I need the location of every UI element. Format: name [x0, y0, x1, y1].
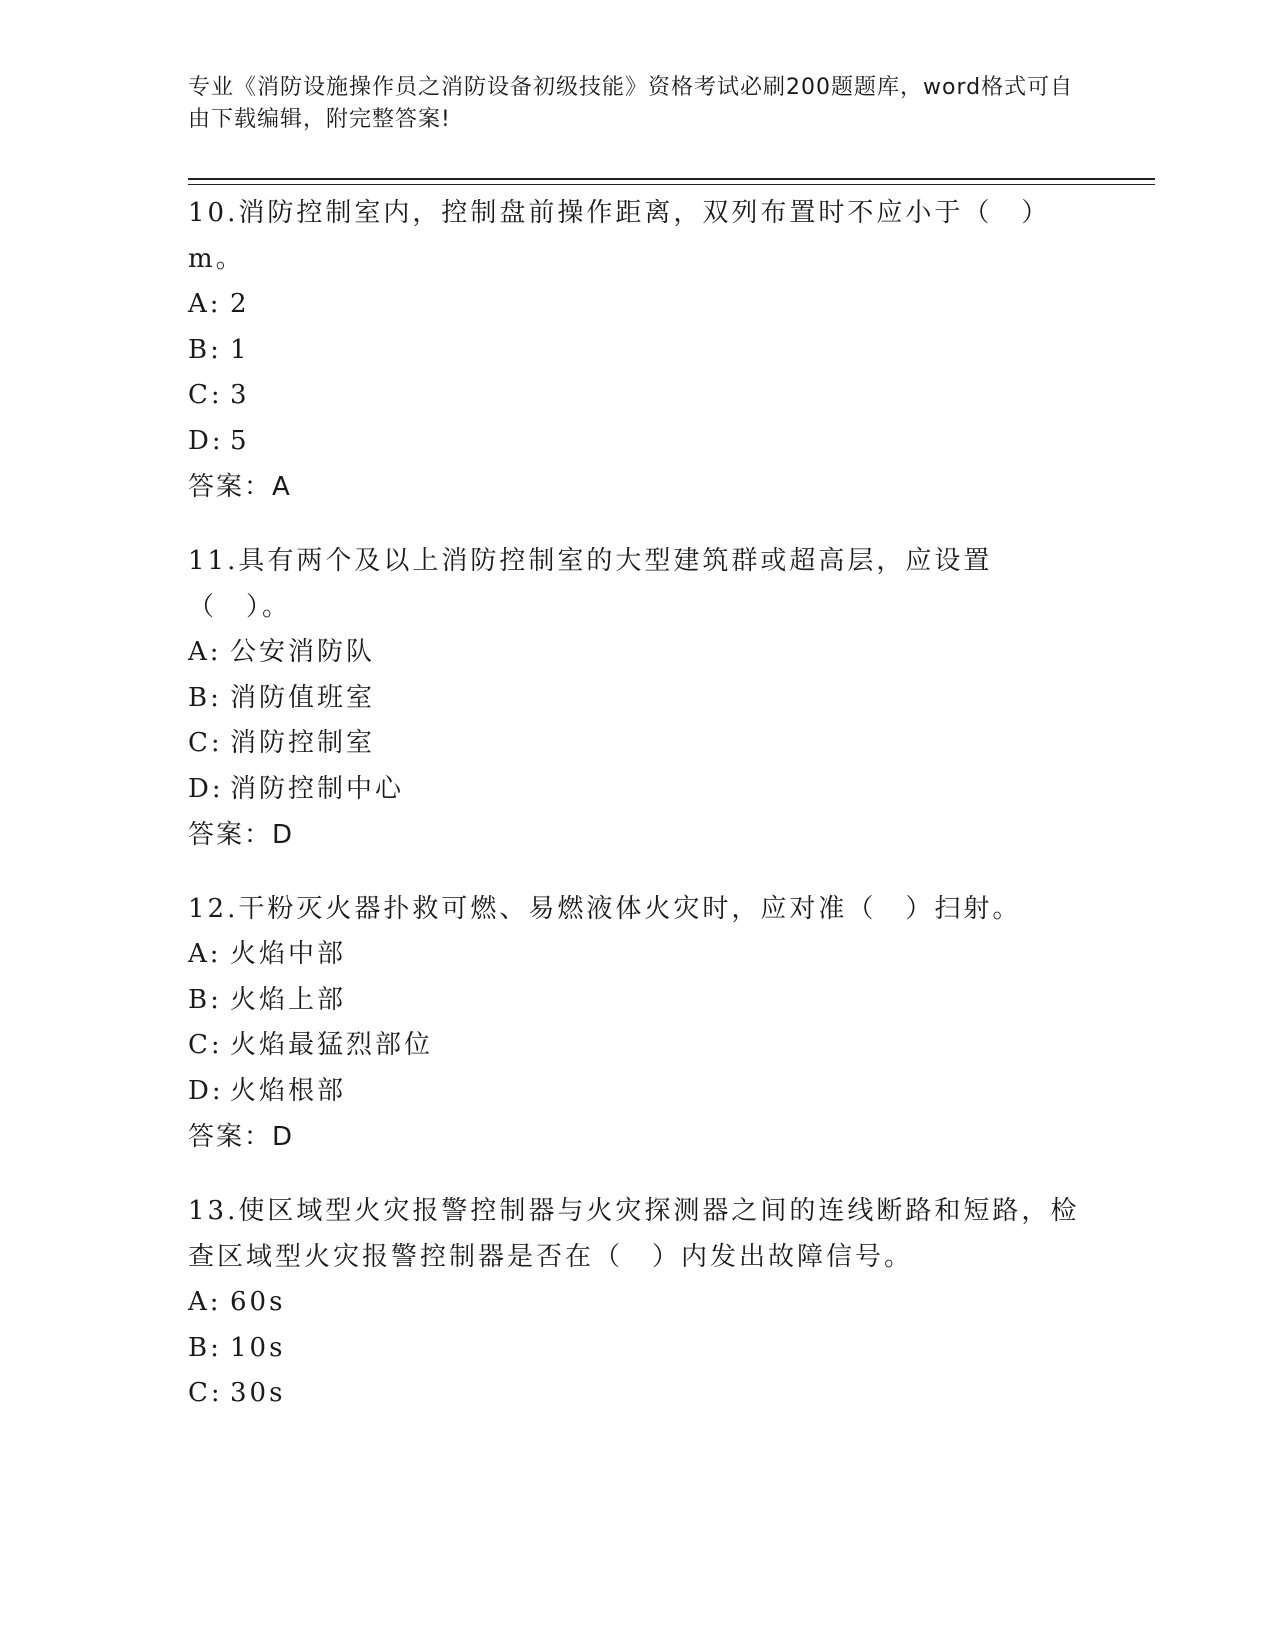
header-rule-thin	[188, 184, 1155, 185]
option-b	[188, 978, 1088, 1024]
header-text: 专业《消防设施操作员之消防设备初级技能》资格考试必刷200题题库，word格式可自由下载编辑，附完整答案!	[188, 75, 1074, 132]
option-text: 1	[230, 334, 250, 365]
option-letter: A:	[188, 1287, 222, 1317]
header-rule-thick	[188, 178, 1155, 180]
question-stem: 11.具有两个及以上消防控制室的大型建筑群或超高层，应设置（ ）。	[188, 546, 993, 622]
option-text: 60s	[230, 1287, 286, 1317]
question-12	[188, 886, 1088, 1160]
option-letter: D:	[188, 1075, 224, 1106]
question-list	[188, 190, 1088, 1445]
question-13	[188, 1188, 1088, 1417]
option-b	[188, 328, 1088, 374]
option-a	[188, 1280, 1088, 1326]
question-stem: 10.消防控制室内，控制盘前操作距离，双列布置时不应小于（ ）m。	[188, 198, 1051, 274]
option-a	[188, 932, 1088, 978]
option-letter: C:	[188, 728, 223, 758]
document-header	[188, 72, 1088, 136]
question-11	[188, 538, 1088, 858]
option-c	[188, 1023, 1088, 1069]
option-c	[188, 1371, 1088, 1417]
answer: 答案：A	[188, 472, 292, 502]
option-letter: D:	[188, 425, 224, 456]
option-text: 消防控制室	[230, 728, 376, 758]
option-text: 30s	[230, 1378, 286, 1408]
question-stem: 12.干粉灭火器扑救可燃、易燃液体火灾时，应对准（ ）扫射。	[188, 894, 1022, 924]
option-letter: A:	[188, 939, 222, 969]
option-letter: B:	[188, 334, 222, 365]
option-text: 火焰上部	[230, 984, 347, 1015]
option-d	[188, 767, 1088, 813]
option-b	[188, 1326, 1088, 1372]
option-d	[188, 419, 1088, 465]
option-letter: B:	[188, 1332, 222, 1363]
option-letter: B:	[188, 984, 222, 1015]
option-letter: C:	[188, 380, 223, 410]
option-text: 2	[230, 289, 250, 319]
option-letter: B:	[188, 682, 222, 713]
question-10	[188, 190, 1088, 510]
option-text: 消防值班室	[230, 682, 376, 713]
option-text: 5	[230, 425, 250, 456]
option-b	[188, 676, 1088, 722]
option-text: 火焰中部	[230, 939, 347, 969]
option-text: 消防控制中心	[230, 773, 405, 804]
answer: 答案：D	[188, 1122, 295, 1152]
option-a	[188, 630, 1088, 676]
question-stem: 13.使区域型火灾报警控制器与火灾探测器之间的连线断路和短路，检查区域型火灾报警控制器是否在（ ）内发出故障信号。	[188, 1196, 1080, 1272]
option-letter: C:	[188, 1030, 223, 1060]
option-letter: A:	[188, 637, 222, 667]
option-letter: C:	[188, 1378, 223, 1408]
option-text: 3	[230, 380, 250, 410]
answer: 答案：D	[188, 820, 295, 850]
option-d	[188, 1069, 1088, 1115]
option-text: 火焰根部	[230, 1075, 347, 1106]
option-c	[188, 373, 1088, 419]
option-c	[188, 721, 1088, 767]
option-letter: D:	[188, 773, 224, 804]
option-a	[188, 282, 1088, 328]
option-text: 火焰最猛烈部位	[230, 1030, 434, 1060]
option-letter: A:	[188, 289, 222, 319]
option-text: 10s	[230, 1332, 286, 1363]
option-text: 公安消防队	[230, 637, 376, 667]
